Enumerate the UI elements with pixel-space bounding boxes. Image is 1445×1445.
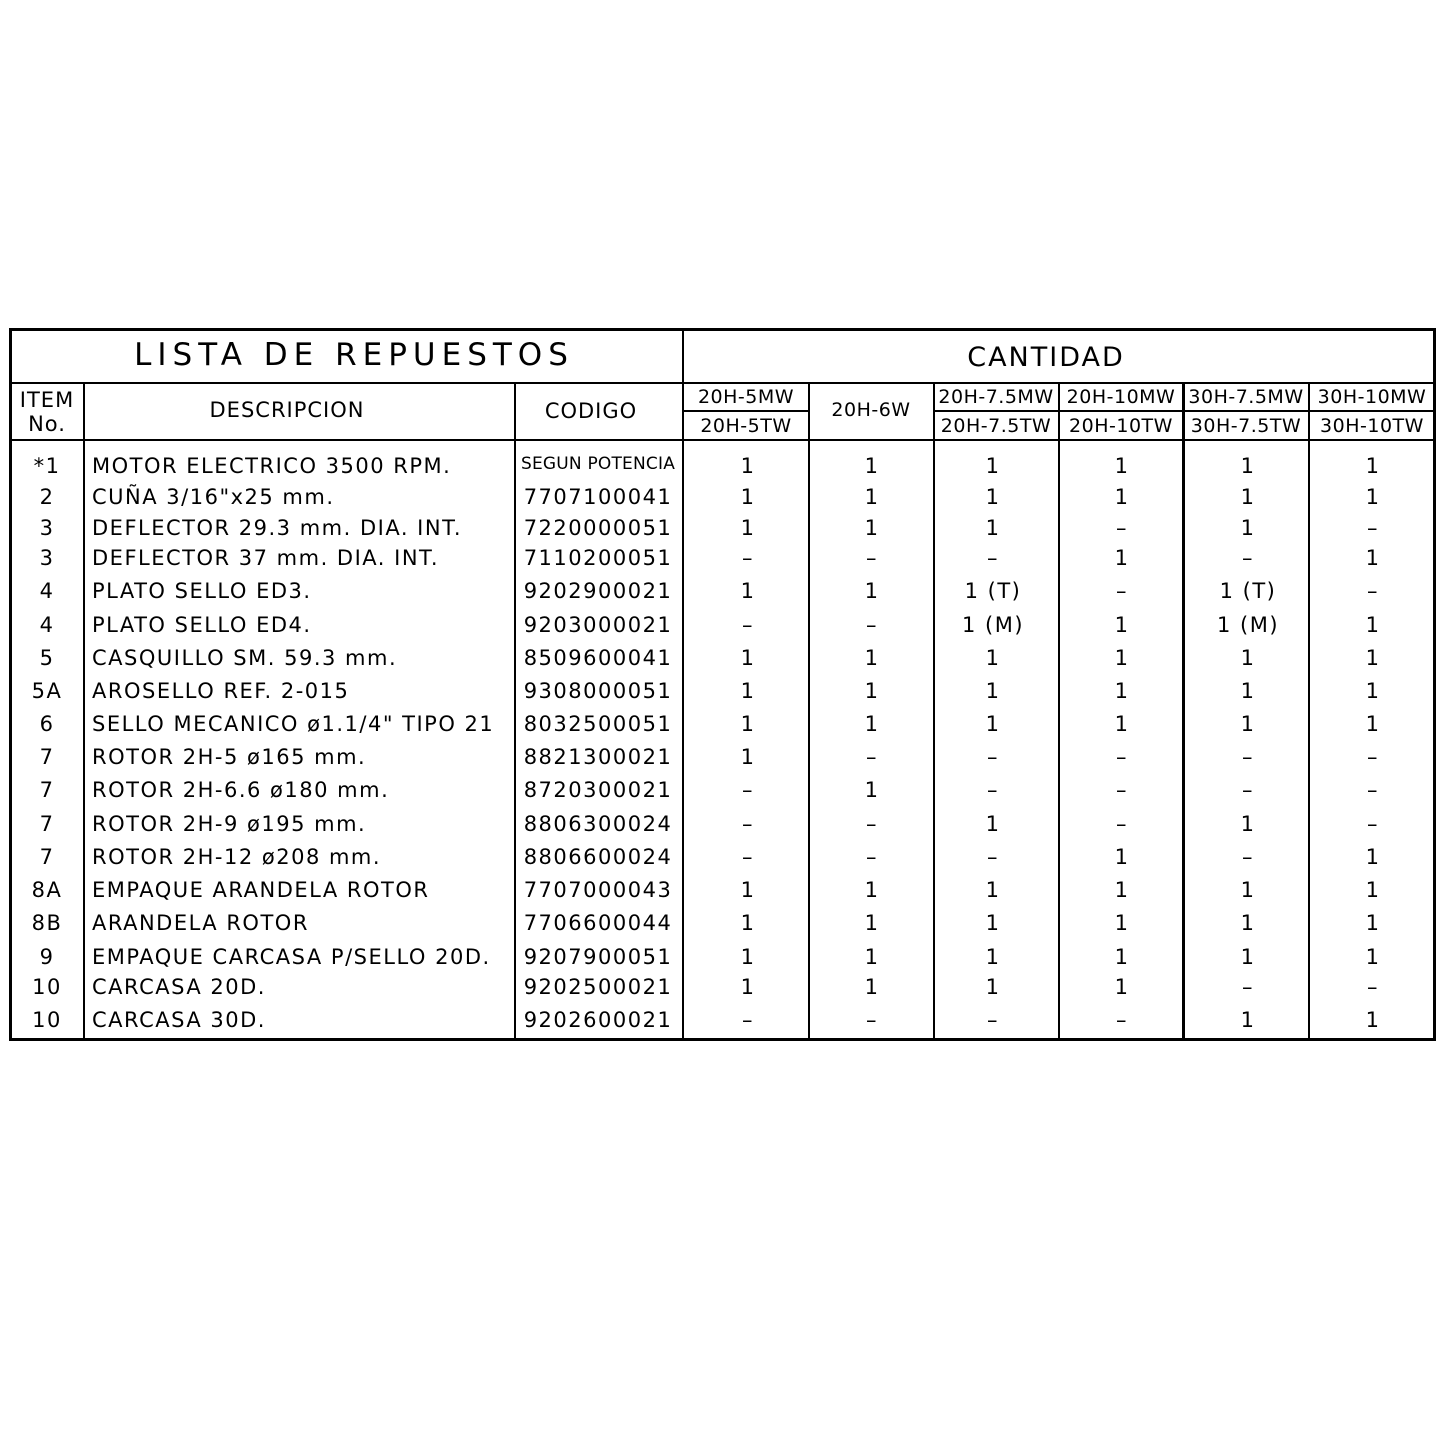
quantity-cell: 1 (740, 516, 756, 540)
quantity-cell: – (866, 745, 878, 769)
quantity-cell: 1 (740, 485, 756, 509)
quantity-cell: 1 (864, 679, 880, 703)
model-column-divider-2 (933, 383, 935, 1040)
quantity-cell: – (742, 1008, 754, 1032)
quantity-cell: 1 (740, 945, 756, 969)
quantity-cell: – (866, 1008, 878, 1032)
quantity-cell: 1 (1240, 878, 1256, 902)
quantity-cell: – (987, 778, 999, 802)
model-column-divider-5 (1308, 383, 1310, 1040)
code-header: CODIGO (544, 399, 638, 423)
quantity-cell: – (742, 778, 754, 802)
model-5-top: 30H-7.5MW (1188, 386, 1304, 408)
item-number: 8B (31, 911, 63, 935)
quantity-cell: 1 (740, 646, 756, 670)
item-number: 9 (39, 945, 55, 969)
quantity-cell: – (1116, 778, 1128, 802)
quantity-cell: 1 (1365, 712, 1381, 736)
description-header: DESCRIPCION (209, 398, 365, 422)
quantity-cell: 1 (864, 646, 880, 670)
model-row-divider-1 (684, 410, 809, 412)
part-description: ROTOR 2H-9 ø195 mm. (92, 812, 367, 836)
quantity-cell: 1 (985, 679, 1001, 703)
part-code: 9207900051 (523, 945, 673, 969)
table-top-border (9, 328, 1436, 331)
part-code: SEGUN POTENCIA (520, 454, 676, 474)
part-description: SELLO MECANICO ø1.1/4" TIPO 21 (92, 712, 495, 736)
table-right-border (1433, 328, 1436, 1041)
quantity-cell: 1 (1240, 945, 1256, 969)
part-description: EMPAQUE ARANDELA ROTOR (92, 878, 430, 902)
part-code: 8806600024 (523, 845, 673, 869)
quantity-cell: 1 (T) (1219, 579, 1277, 603)
quantity-cell: 1 (864, 945, 880, 969)
model-6-top: 30H-10MW (1317, 386, 1427, 408)
quantity-cell: 1 (985, 812, 1001, 836)
quantity-cell: 1 (1365, 1008, 1381, 1032)
quantity-cell: 1 (864, 778, 880, 802)
item-number: 3 (39, 546, 55, 570)
part-description: MOTOR ELECTRICO 3500 RPM. (92, 454, 452, 478)
quantity-cell: 1 (1114, 646, 1130, 670)
quantity-cell: – (1367, 516, 1379, 540)
model-1-bottom: 20H-5TW (700, 415, 792, 437)
quantity-cell: – (1367, 579, 1379, 603)
part-code: 8509600041 (523, 646, 673, 670)
part-code: 9203000021 (523, 613, 673, 637)
model-2: 20H-6W (831, 399, 911, 421)
quantity-cell: 1 (1365, 613, 1381, 637)
quantity-cell: – (1242, 975, 1254, 999)
quantity-cell: 1 (1114, 679, 1130, 703)
quantity-cell: 1 (1114, 975, 1130, 999)
quantity-cell: 1 (1240, 1008, 1256, 1032)
quantity-cell: 1 (1240, 712, 1256, 736)
table-left-border (9, 328, 12, 1041)
quantity-cell: 1 (740, 911, 756, 935)
quantity-cell: 1 (740, 745, 756, 769)
model-3-top: 20H-7.5MW (938, 386, 1054, 408)
quantity-cell: 1 (740, 679, 756, 703)
quantity-cell: 1 (740, 975, 756, 999)
quantity-cell: 1 (985, 712, 1001, 736)
quantity-cell: 1 (740, 712, 756, 736)
quantity-cell: – (987, 845, 999, 869)
part-description: CARCASA 20D. (92, 975, 266, 999)
table-bottom-border (9, 1038, 1436, 1041)
quantity-cell: 1 (1114, 878, 1130, 902)
item-number: 8A (31, 878, 63, 902)
model-column-divider-3 (1058, 383, 1060, 1040)
item-number: 7 (39, 778, 55, 802)
quantity-cell: – (742, 845, 754, 869)
quantity-cell: 1 (T) (964, 579, 1022, 603)
item-header-line2: No. (28, 412, 66, 436)
quantity-cell: 1 (1240, 812, 1256, 836)
model-column-divider-1 (808, 383, 810, 1040)
part-code: 7707100041 (523, 485, 673, 509)
quantity-cell: – (742, 546, 754, 570)
part-description: PLATO SELLO ED4. (92, 613, 312, 637)
item-number: 7 (39, 812, 55, 836)
quantity-cell: 1 (1114, 546, 1130, 570)
quantity-cell: – (866, 845, 878, 869)
quantity-cell: 1 (864, 516, 880, 540)
quantity-cell: 1 (985, 485, 1001, 509)
quantity-cell: – (1367, 778, 1379, 802)
part-description: DEFLECTOR 37 mm. DIA. INT. (92, 546, 440, 570)
item-number: 5 (39, 646, 55, 670)
header-divider (9, 439, 1436, 441)
quantity-cell: – (1367, 745, 1379, 769)
part-description: ROTOR 2H-12 ø208 mm. (92, 845, 382, 869)
quantity-cell: – (1242, 745, 1254, 769)
quantity-cell: 1 (740, 579, 756, 603)
part-description: CARCASA 30D. (92, 1008, 266, 1032)
item-number: 10 (32, 975, 62, 999)
part-description: CUÑA 3/16"x25 mm. (92, 485, 335, 509)
item-column-divider (83, 383, 85, 1040)
quantity-cell: 1 (740, 454, 756, 478)
quantity-cell: – (1116, 579, 1128, 603)
quantity-cell: 1 (864, 712, 880, 736)
item-number: 10 (32, 1008, 62, 1032)
part-description: DEFLECTOR 29.3 mm. DIA. INT. (92, 516, 463, 540)
quantity-cell: 1 (985, 945, 1001, 969)
quantity-cell: 1 (864, 579, 880, 603)
quantity-cell: 1 (985, 646, 1001, 670)
part-description: PLATO SELLO ED3. (92, 579, 312, 603)
quantity-cell: 1 (1114, 945, 1130, 969)
item-number: 6 (39, 712, 55, 736)
quantity-cell: – (1116, 812, 1128, 836)
quantity-cell: 1 (M) (1216, 613, 1280, 637)
quantity-cell: – (1116, 1008, 1128, 1032)
quantity-cell: 1 (1365, 845, 1381, 869)
quantity-cell: 1 (985, 878, 1001, 902)
part-code: 8720300021 (523, 778, 673, 802)
quantity-cell: 1 (864, 975, 880, 999)
quantity-cell: 1 (864, 878, 880, 902)
quantity-cell: – (742, 613, 754, 637)
part-code: 7220000051 (523, 516, 673, 540)
quantity-cell: 1 (1114, 712, 1130, 736)
quantity-cell: 1 (864, 454, 880, 478)
quantity-cell: 1 (1114, 911, 1130, 935)
part-description: ROTOR 2H-6.6 ø180 mm. (92, 778, 390, 802)
quantity-cell: 1 (1365, 878, 1381, 902)
quantity-cell: 1 (1114, 454, 1130, 478)
quantity-cell: 1 (1365, 945, 1381, 969)
model-1-top: 20H-5MW (697, 386, 795, 408)
model-4-bottom: 20H-10TW (1069, 415, 1173, 437)
part-code: 8806300024 (523, 812, 673, 836)
table-title: LISTA DE REPUESTOS (134, 337, 574, 373)
quantity-cell: – (1242, 546, 1254, 570)
part-code: 9202900021 (523, 579, 673, 603)
code-column-divider (682, 329, 684, 1040)
quantity-cell: 1 (985, 975, 1001, 999)
quantity-cell: – (987, 1008, 999, 1032)
quantity-cell: – (1116, 745, 1128, 769)
model-6-bottom: 30H-10TW (1320, 415, 1424, 437)
part-code: 7707000043 (523, 878, 673, 902)
model-5-bottom: 30H-7.5TW (1190, 415, 1302, 437)
quantity-cell: 1 (1365, 911, 1381, 935)
model-4-top: 20H-10MW (1066, 386, 1176, 408)
quantity-cell: – (742, 812, 754, 836)
quantity-cell: 1 (1240, 454, 1256, 478)
quantity-cell: 1 (1240, 646, 1256, 670)
quantity-cell: 1 (985, 516, 1001, 540)
quantity-cell: 1 (1240, 485, 1256, 509)
model-column-divider-4 (1182, 383, 1185, 1040)
part-code: 9308000051 (523, 679, 673, 703)
quantity-cell: – (1242, 778, 1254, 802)
part-code: 8032500051 (523, 712, 673, 736)
part-code: 8821300021 (523, 745, 673, 769)
part-code: 7110200051 (523, 546, 673, 570)
quantity-cell: 1 (1365, 679, 1381, 703)
quantity-cell: 1 (1365, 454, 1381, 478)
part-code: 9202600021 (523, 1008, 673, 1032)
quantity-cell: 1 (864, 485, 880, 509)
quantity-cell: – (987, 546, 999, 570)
part-description: EMPAQUE CARCASA P/SELLO 20D. (92, 945, 491, 969)
quantity-cell: 1 (1114, 845, 1130, 869)
model-3-bottom: 20H-7.5TW (940, 415, 1052, 437)
item-number: 3 (39, 516, 55, 540)
item-number: 2 (39, 485, 55, 509)
item-number: 4 (39, 613, 55, 637)
quantity-heading: CANTIDAD (967, 342, 1125, 373)
part-code: 9202500021 (523, 975, 673, 999)
quantity-cell: – (866, 546, 878, 570)
quantity-cell: 1 (985, 454, 1001, 478)
item-number: 4 (39, 579, 55, 603)
item-number: *1 (33, 454, 61, 478)
quantity-cell: – (1367, 812, 1379, 836)
item-number: 7 (39, 845, 55, 869)
item-number: 5A (31, 679, 63, 703)
part-description: ROTOR 2H-5 ø165 mm. (92, 745, 367, 769)
quantity-cell: 1 (1240, 911, 1256, 935)
quantity-cell: – (1367, 975, 1379, 999)
quantity-cell: – (866, 613, 878, 637)
quantity-cell: 1 (1114, 485, 1130, 509)
quantity-cell: 1 (M) (961, 613, 1025, 637)
quantity-cell: 1 (740, 878, 756, 902)
quantity-cell: 1 (1240, 679, 1256, 703)
quantity-cell: 1 (1365, 546, 1381, 570)
quantity-cell: 1 (1365, 646, 1381, 670)
quantity-cell: 1 (985, 911, 1001, 935)
quantity-cell: 1 (1365, 485, 1381, 509)
item-number: 7 (39, 745, 55, 769)
quantity-cell: – (866, 812, 878, 836)
quantity-cell: 1 (1240, 516, 1256, 540)
quantity-cell: 1 (864, 911, 880, 935)
part-description: AROSELLO REF. 2-015 (92, 679, 350, 703)
title-divider (9, 382, 1436, 384)
part-code: 7706600044 (523, 911, 673, 935)
description-column-divider (514, 383, 516, 1040)
quantity-cell: – (1116, 516, 1128, 540)
quantity-cell: – (987, 745, 999, 769)
part-description: ARANDELA ROTOR (92, 911, 309, 935)
quantity-cell: – (1242, 845, 1254, 869)
quantity-cell: 1 (1114, 613, 1130, 637)
item-header-line1: ITEM (19, 388, 75, 412)
part-description: CASQUILLO SM. 59.3 mm. (92, 646, 398, 670)
